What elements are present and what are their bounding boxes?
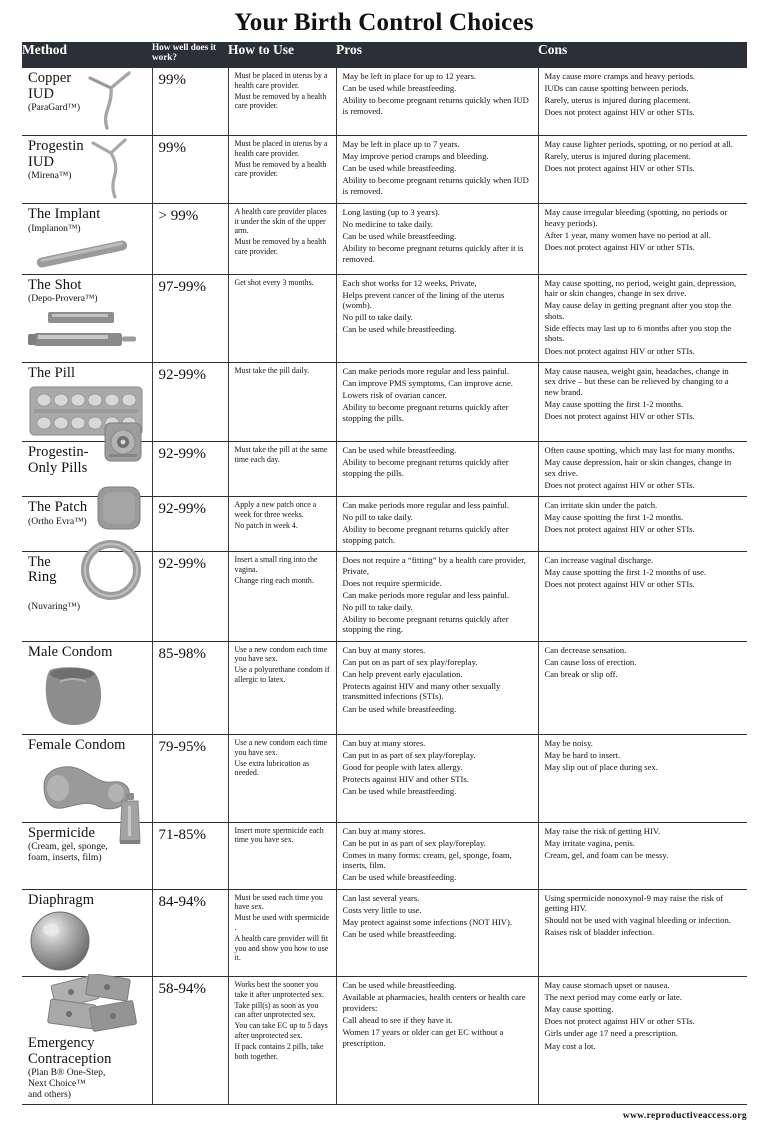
- cons-item: IUDs can cause spotting between periods.: [544, 83, 689, 94]
- method-subtitle: (Mirena™): [28, 170, 72, 181]
- cons-item: Does not protect against HIV or other STIs.: [544, 579, 695, 590]
- effectiveness-value: 99%: [158, 140, 186, 156]
- how-to-use-item: A health care provider will fit you and show you how to use it.: [234, 933, 329, 963]
- how-to-use-cell: [228, 977, 336, 1105]
- pros-cell: [336, 735, 538, 823]
- method-name: Progestin- Only Pills: [28, 444, 89, 476]
- cons-item: May cause more cramps and heavy periods.: [544, 71, 696, 81]
- effectiveness-cell: [152, 977, 228, 1105]
- cons-item: May slip out of place during sex.: [544, 762, 658, 773]
- cons-cell: [538, 68, 747, 136]
- pros-item: Can be used while breastfeeding.: [342, 872, 457, 883]
- method-subtitle: (Plan B® One-Step, Next Choice™ and others): [28, 1067, 106, 1101]
- cons-item: After 1 year, many women have no period at all.: [544, 229, 711, 240]
- how-to-use-item: You can take EC up to 5 days after unprotected sex.: [234, 1021, 328, 1040]
- cons-item: May be hard to insert.: [544, 750, 621, 761]
- pros-item: Can help prevent early ejaculation.: [342, 668, 463, 679]
- cons-item: May be noisy.: [544, 738, 593, 749]
- how-to-use-cell: [228, 362, 336, 442]
- pros-item: No medicine to take daily.: [342, 219, 433, 230]
- cons-item: Does not protect against HIV or other STIs.: [544, 524, 695, 535]
- cons-item: Can irritate skin under the patch.: [544, 500, 658, 511]
- pros-item: No pill to take daily.: [342, 312, 413, 323]
- cons-cell: [538, 641, 747, 735]
- how-to-use-cell: [228, 735, 336, 823]
- pros-item: Can be used while breastfeeding.: [342, 163, 457, 174]
- pros-item: Long lasting (up to 3 years).: [342, 207, 440, 217]
- effectiveness-value: 92-99%: [158, 366, 206, 383]
- implant-rod-icon: [28, 238, 147, 270]
- cons-item: Should not be used with vaginal bleeding or infection.: [544, 915, 731, 926]
- how-to-use-cell: [228, 68, 336, 136]
- pros-cell: [336, 889, 538, 977]
- effectiveness-cell: [152, 362, 228, 442]
- table-row: [22, 68, 747, 136]
- effectiveness-cell: [152, 497, 228, 552]
- pros-cell: [336, 442, 538, 497]
- birth-control-methods-table: [22, 42, 747, 1105]
- how-to-use-item: Must be used each time you have sex.: [234, 892, 323, 912]
- cons-item: Side effects may last up to 6 months after you stop the shots.: [544, 322, 732, 344]
- pros-item: Can buy at many stores.: [342, 738, 426, 749]
- method-name: Progestin IUD: [28, 138, 84, 170]
- how-to-use-item: Insert more spermicide each time you have sex.: [234, 825, 324, 845]
- effectiveness-value: 84-94%: [158, 893, 206, 910]
- pros-cell: [336, 551, 538, 641]
- how-to-use-item: Must be removed by a health care provider.: [234, 237, 327, 256]
- how-to-use-item: Must be removed by a health care provider.: [234, 159, 327, 179]
- how-to-use-item: Change ring each month.: [234, 575, 314, 585]
- how-to-use-item: Use a new condom each time you have sex.: [234, 644, 328, 664]
- cons-item: May cause spotting the first 1-2 months.: [544, 512, 684, 523]
- patch-icon: [95, 484, 143, 532]
- method-name: The Pill: [28, 364, 76, 381]
- how-to-use-cell: [228, 136, 336, 204]
- method-subtitle: (Nuvaring™): [28, 600, 81, 612]
- cons-item: May cause depression, hair or skin changes, change in sex drive.: [544, 457, 732, 478]
- cons-item: Raises risk of bladder infection.: [544, 927, 655, 938]
- how-to-use-cell: [228, 442, 336, 497]
- cons-item: May cause stomach upset or nausea.: [544, 980, 670, 991]
- pros-cell: [336, 497, 538, 552]
- pros-item: Ability to become pregnant returns quickly after it is removed.: [342, 243, 524, 264]
- pill-dispenser-icon: [103, 421, 143, 463]
- effectiveness-value: 92-99%: [158, 501, 206, 518]
- cons-cell: [538, 204, 747, 275]
- how-to-use-item: Use a new condom each time you have sex.: [234, 738, 328, 757]
- method-name: The Ring: [28, 553, 57, 586]
- pros-item: Lowers risk of ovarian cancer.: [342, 389, 447, 400]
- cons-item: May cause spotting the first 1-2 months of use.: [544, 567, 707, 577]
- footer-website-url: www.reproductiveaccess.org: [622, 1111, 747, 1121]
- method-name: Diaphragm: [28, 891, 95, 908]
- pros-cell: [336, 68, 538, 136]
- cons-item: Does not protect against HIV or other STIs.: [544, 345, 695, 356]
- pros-item: Call ahead to see if they have it.: [342, 1014, 453, 1025]
- effectiveness-cell: [152, 551, 228, 641]
- pros-cell: [336, 977, 538, 1105]
- cons-item: May cause spotting, no period, weight gain, depression, hair or skin changes, change in sex drive.: [544, 277, 737, 299]
- copper-iud-icon: [81, 69, 143, 131]
- cons-cell: [538, 551, 747, 641]
- pros-item: No pill to take daily.: [342, 601, 413, 612]
- pros-item: Good for people with latex allergy.: [342, 762, 463, 773]
- pros-item: Ability to become pregnant returns quickly when IUD is removed.: [342, 175, 529, 196]
- cons-item: May irritate vagina, penis.: [544, 837, 635, 848]
- effectiveness-cell: [152, 274, 228, 362]
- effectiveness-value: 92-99%: [158, 555, 206, 572]
- pros-item: Ability to become pregnant returns quickly after stopping the pills.: [342, 457, 509, 478]
- pros-item: Can improve PMS symptoms, Can improve acne.: [342, 377, 513, 388]
- cons-cell: [538, 136, 747, 204]
- method-cell: [22, 641, 152, 735]
- cons-item: May cause lighter periods, spotting, or no period at all.: [544, 139, 734, 149]
- pros-item: Can be used while breastfeeding.: [342, 928, 457, 939]
- cons-item: Can increase vaginal discharge.: [544, 554, 654, 565]
- pros-item: Does not require spermicide.: [342, 577, 442, 588]
- how-to-use-item: Apply a new patch once a week for three weeks.: [234, 500, 317, 519]
- cons-item: The next period may come early or late.: [544, 992, 682, 1003]
- cons-item: May cost a lot.: [544, 1040, 596, 1051]
- effectiveness-value: 58-94%: [158, 981, 206, 998]
- method-cell: [22, 204, 152, 275]
- pros-item: Women 17 years or older can get EC without a prescription.: [342, 1026, 504, 1048]
- table-row: [22, 889, 747, 977]
- column-header-effectiveness: How well does it work?: [152, 42, 228, 68]
- method-cell: [22, 977, 152, 1105]
- effectiveness-value: > 99%: [158, 208, 199, 224]
- effectiveness-value: 79-95%: [158, 739, 206, 756]
- pros-item: Can be put in as part of sex play/foreplay.: [342, 837, 486, 848]
- pros-item: Ability to become pregnant returns quickly after stopping the pills.: [342, 401, 509, 423]
- table-row: [22, 822, 747, 889]
- pros-item: Costs very little to use.: [342, 904, 422, 915]
- pros-item: Protects against HIV and many other sexually transmitted infections (STIs).: [342, 680, 501, 702]
- method-subtitle: (Ortho Evra™): [28, 515, 87, 527]
- cons-item: Can cause loss of erection.: [544, 656, 637, 667]
- pros-item: Can make periods more regular and less painful.: [342, 500, 510, 511]
- method-subtitle: (ParaGard™): [28, 102, 81, 113]
- pros-item: Can be used while breastfeeding.: [342, 231, 457, 242]
- table-row: [22, 274, 747, 362]
- effectiveness-value: 85-98%: [158, 645, 206, 662]
- vaginal-ring-icon: [79, 539, 143, 601]
- syringe-icon: [28, 308, 147, 356]
- method-cell: [22, 889, 152, 977]
- how-to-use-item: Must be used with spermicide .: [234, 913, 330, 932]
- column-header-method: Method: [22, 42, 152, 68]
- cons-item: Cream, gel, and foam can be messy.: [544, 849, 669, 860]
- cons-item: Rarely, uterus is injured during placement.: [544, 95, 691, 106]
- method-subtitle: (Implanon™): [28, 222, 81, 234]
- cons-item: Does not protect against HIV or other STIs.: [544, 479, 695, 490]
- cons-item: Does not protect against HIV or other STIs.: [544, 411, 695, 422]
- pros-cell: [336, 362, 538, 442]
- pros-item: Can make periods more regular and less painful.: [342, 589, 510, 600]
- effectiveness-value: 99%: [158, 72, 186, 88]
- how-to-use-item: Must be placed in uterus by a health care provider.: [234, 71, 328, 90]
- cons-cell: [538, 977, 747, 1105]
- how-to-use-item: No patch in week 4.: [234, 520, 298, 530]
- cons-item: Does not protect against HIV or other STIs.: [544, 107, 695, 118]
- pros-item: May protect against some infections (NOT HIV).: [342, 916, 513, 927]
- cons-item: Girls under age 17 need a prescription.: [544, 1028, 678, 1039]
- cons-item: May cause irregular bleeding (spotting, no periods or heavy periods).: [544, 207, 728, 228]
- cons-item: May cause spotting the first 1-2 months.: [544, 398, 684, 409]
- male-condom-icon: [28, 664, 147, 730]
- effectiveness-cell: [152, 442, 228, 497]
- cons-item: May cause delay in getting pregnant after you stop the shots.: [544, 300, 732, 321]
- pros-item: Can be used while breastfeeding.: [342, 786, 457, 797]
- cons-item: Can break or slip off.: [544, 668, 618, 679]
- pros-item: Can last several years.: [342, 892, 420, 903]
- table-header-row: [22, 42, 747, 68]
- method-name: The Shot: [28, 276, 82, 293]
- cons-item: Rarely, uterus is injured during placement.: [544, 151, 691, 162]
- effectiveness-cell: [152, 889, 228, 977]
- cons-cell: [538, 497, 747, 552]
- pros-item: Available at pharmacies, health centers or health care providers:: [342, 992, 526, 1013]
- how-to-use-item: Must take the pill daily.: [234, 365, 310, 375]
- how-to-use-cell: [228, 641, 336, 735]
- progestin-iud-icon: [87, 137, 143, 199]
- spermicide-tube-icon: [117, 792, 143, 846]
- pros-item: Each shot works for 12 weeks, Private,: [342, 277, 477, 288]
- pros-item: Can be used while breastfeeding.: [342, 980, 457, 991]
- pros-item: Can be used while breastfeeding.: [342, 445, 457, 456]
- how-to-use-cell: [228, 551, 336, 641]
- how-to-use-item: Must take the pill at the same time each day.: [234, 445, 328, 464]
- pros-item: Can buy at many stores.: [342, 825, 426, 836]
- pros-item: Helps prevent cancer of the lining of the uterus (womb).: [342, 289, 505, 311]
- method-subtitle: (Cream, gel, sponge, foam, inserts, film): [28, 841, 108, 864]
- effectiveness-cell: [152, 822, 228, 889]
- pros-item: Can be used while breastfeeding.: [342, 703, 457, 714]
- pros-item: Ability to become pregnant returns quickly after stopping patch.: [342, 524, 509, 545]
- how-to-use-item: Get shot every 3 months.: [234, 277, 314, 287]
- table-row: [22, 136, 747, 204]
- pros-item: Can be used while breastfeeding.: [342, 324, 457, 335]
- cons-cell: [538, 274, 747, 362]
- cons-item: May cause spotting.: [544, 1004, 614, 1015]
- pros-item: Comes in many forms: cream, gel, sponge, foam, inserts, film.: [342, 849, 512, 871]
- table-row: [22, 551, 747, 641]
- method-name: The Implant: [28, 206, 101, 222]
- how-to-use-item: Must be removed by a health care provider.: [234, 91, 327, 111]
- page-title: Your Birth Control Choices: [234, 9, 534, 36]
- pros-cell: [336, 204, 538, 275]
- cons-cell: [538, 442, 747, 497]
- how-to-use-item: Use a polyurethane condom if allergic to latex.: [234, 665, 330, 684]
- method-cell: [22, 822, 152, 889]
- pros-item: May be left in place up to 7 years.: [342, 139, 460, 149]
- effectiveness-value: 97-99%: [158, 278, 206, 295]
- pros-item: Can be used while breastfeeding.: [342, 83, 457, 94]
- pros-item: No pill to take daily.: [342, 512, 413, 523]
- effectiveness-cell: [152, 204, 228, 275]
- method-name: Female Condom: [28, 737, 126, 754]
- effectiveness-cell: [152, 735, 228, 823]
- cons-item: Using spermicide nonoxynol-9 may raise the risk of getting HIV.: [544, 892, 724, 914]
- method-cell: [22, 551, 152, 641]
- how-to-use-item: Take pill(s) as soon as you can after unprotected sex.: [234, 1000, 319, 1020]
- method-name: Male Condom: [28, 643, 113, 660]
- method-cell: [22, 68, 152, 136]
- cons-item: Does not protect against HIV or other STIs.: [544, 1016, 695, 1027]
- effectiveness-cell: [152, 68, 228, 136]
- how-to-use-cell: [228, 274, 336, 362]
- method-subtitle: (Depo-Provera™): [28, 293, 98, 304]
- cons-item: Does not protect against HIV or other STIs.: [544, 241, 695, 252]
- ec-packets-icon: [47, 974, 143, 1036]
- pros-cell: [336, 136, 538, 204]
- method-name: Emergency Contraception: [28, 1035, 112, 1067]
- pros-item: May improve period cramps and bleeding.: [342, 151, 489, 162]
- cons-item: May cause nausea, weight gain, headaches, change in sex drive – but these can be relieved by changing to a new brand.: [544, 365, 729, 397]
- pros-item: Can make periods more regular and less painful.: [342, 365, 510, 376]
- pros-item: May be left in place for up to 12 years.: [342, 71, 477, 81]
- effectiveness-cell: [152, 136, 228, 204]
- table-row: [22, 204, 747, 275]
- method-cell: [22, 136, 152, 204]
- effectiveness-value: 71-85%: [158, 826, 206, 843]
- method-name: The Patch: [28, 499, 88, 516]
- pros-item: Ability to become pregnant returns quickly after stopping the ring.: [342, 613, 509, 635]
- pros-item: Can put in as part of sex play/foreplay.: [342, 750, 476, 761]
- pros-cell: [336, 641, 538, 735]
- column-header-cons: Cons: [538, 42, 747, 68]
- how-to-use-item: Must be placed in uterus by a health care provider.: [234, 139, 328, 158]
- method-name: Spermicide: [28, 824, 96, 841]
- diaphragm-icon: [28, 910, 147, 972]
- how-to-use-item: Insert a small ring into the vagina.: [234, 554, 318, 574]
- how-to-use-cell: [228, 822, 336, 889]
- method-name: Copper IUD: [28, 70, 72, 102]
- cons-item: Often cause spotting, which may last for many months.: [544, 445, 735, 456]
- how-to-use-cell: [228, 889, 336, 977]
- cons-item: Does not protect against HIV or other STIs.: [544, 163, 695, 174]
- table-row: [22, 641, 747, 735]
- effectiveness-cell: [152, 641, 228, 735]
- cons-item: May raise the risk of getting HIV.: [544, 825, 661, 836]
- how-to-use-item: A health care provider places it under the skin of the upper arm.: [234, 207, 327, 236]
- pros-cell: [336, 274, 538, 362]
- column-header-how-to-use: How to Use: [228, 42, 336, 68]
- column-header-pros: Pros: [336, 42, 538, 68]
- table-row: [22, 977, 747, 1105]
- how-to-use-item: If pack contains 2 pills, take both together.: [234, 1042, 324, 1061]
- cons-item: Can decrease sensation.: [544, 644, 627, 655]
- pros-item: Can put on as part of sex play/foreplay.: [342, 656, 478, 667]
- cons-cell: [538, 735, 747, 823]
- table-header: [22, 42, 747, 68]
- how-to-use-item: Works best the sooner you take it after unprotected sex.: [234, 980, 325, 999]
- cons-cell: [538, 362, 747, 442]
- pros-item: Protects against HIV and other STIs.: [342, 774, 469, 785]
- method-cell: [22, 274, 152, 362]
- cons-cell: [538, 889, 747, 977]
- pros-cell: [336, 822, 538, 889]
- pros-item: Can buy at many stores.: [342, 644, 426, 655]
- how-to-use-cell: [228, 497, 336, 552]
- pros-item: Does not require a “fitting” by a health care provider, Private,: [342, 554, 526, 576]
- how-to-use-cell: [228, 204, 336, 275]
- table-body: [22, 68, 747, 1105]
- how-to-use-item: Use extra lubrication as needed.: [234, 758, 310, 778]
- pros-item: Ability to become pregnant returns quickly when IUD is removed.: [342, 95, 529, 116]
- effectiveness-value: 92-99%: [158, 446, 206, 463]
- cons-cell: [538, 822, 747, 889]
